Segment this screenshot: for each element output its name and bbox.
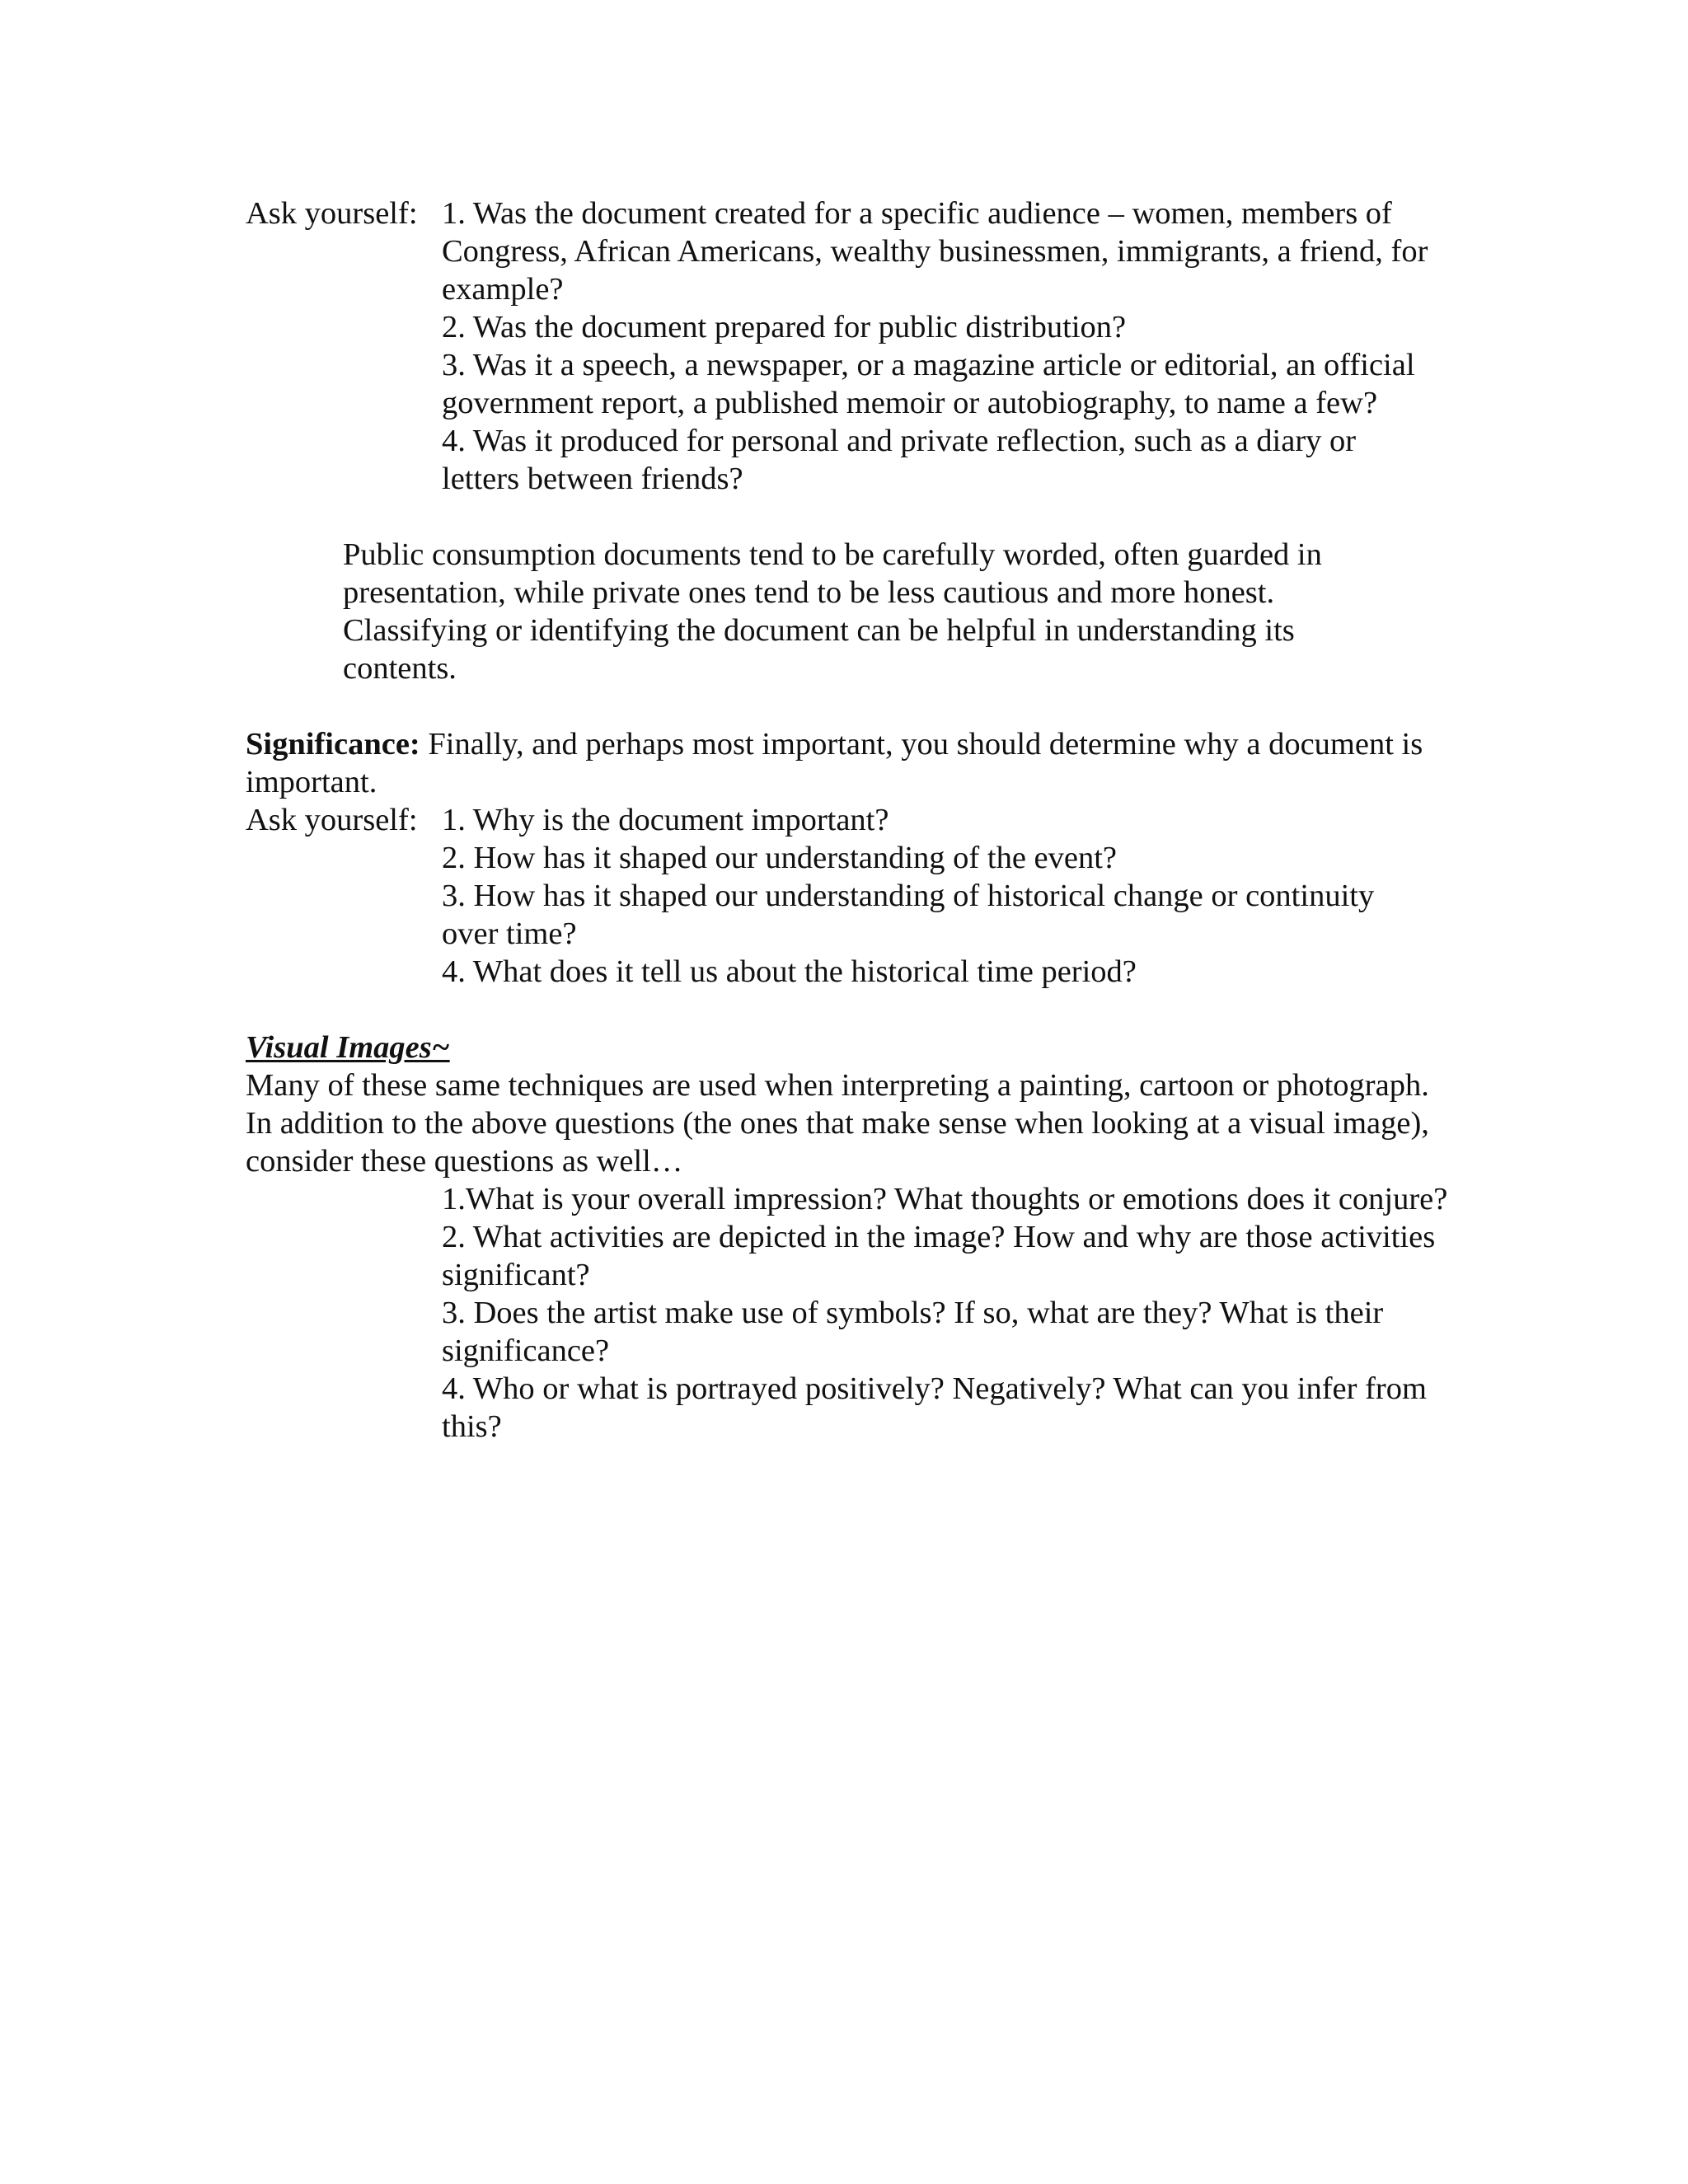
spacer bbox=[246, 687, 1449, 725]
visual-question-1: 1.What is your overall impression? What thoughts or emotions does it conjure? bbox=[442, 1182, 1448, 1216]
audience-question-4: 4. Was it produced for personal and private reflection, such as a diary or letters between friends? bbox=[442, 424, 1357, 496]
significance-intro bbox=[246, 725, 1449, 801]
audience-questions-block bbox=[246, 194, 1449, 498]
audience-question-1: 1. Was the document created for a specific audience – women, members of Congress, African Americans, wealthy businessmen, immigrants, a friend, for example? bbox=[442, 196, 1428, 307]
spacer bbox=[246, 991, 1449, 1029]
public-private-note: Public consumption documents tend to be carefully worded, often guarded in presentation, while private ones tend to be less cautious and more honest. Classifying or identifying the document can be helpful in understanding its contents. bbox=[343, 537, 1322, 686]
visual-question-list bbox=[246, 1180, 1449, 1446]
document-page bbox=[246, 194, 1449, 1446]
audience-question-list bbox=[442, 194, 1449, 498]
ask-yourself-label: Ask yourself: bbox=[246, 196, 418, 231]
visual-question-3: 3. Does the artist make use of symbols? If so, what are they? What is their significance? bbox=[442, 1296, 1384, 1368]
significance-question-2: 2. How has it shaped our understanding of the event? bbox=[442, 841, 1117, 875]
significance-intro-text: Finally, and perhaps most important, you should determine why a document is important. bbox=[246, 727, 1423, 799]
significance-questions-block bbox=[246, 801, 1449, 991]
significance-label: Significance: bbox=[246, 727, 420, 762]
significance-question-3: 3. How has it shaped our understanding of historical change or continuity over time? bbox=[442, 879, 1375, 951]
visual-question-2: 2. What activities are depicted in the image? How and why are those activities significant? bbox=[442, 1220, 1436, 1292]
audience-question-2: 2. Was the document prepared for public distribution? bbox=[442, 310, 1127, 344]
audience-question-3: 3. Was it a speech, a newspaper, or a magazine article or editorial, an official government report, a published memoir or autobiography, to name a few? bbox=[442, 348, 1415, 420]
visual-question-4: 4. Who or what is portrayed positively? Negatively? What can you infer from this? bbox=[442, 1371, 1427, 1444]
visual-images-heading: Visual Images~ bbox=[246, 1030, 450, 1065]
significance-question-1: 1. Why is the document important? bbox=[442, 803, 889, 837]
significance-question-4: 4. What does it tell us about the historical time period? bbox=[442, 954, 1137, 989]
significance-question-list bbox=[442, 801, 1449, 991]
ask-yourself-label: Ask yourself: bbox=[246, 803, 418, 837]
visual-images-intro: Many of these same techniques are used when interpreting a painting, cartoon or photograph. In addition to the above questions (the ones that make sense when looking at a visual image), consider these questions as well… bbox=[246, 1068, 1429, 1179]
